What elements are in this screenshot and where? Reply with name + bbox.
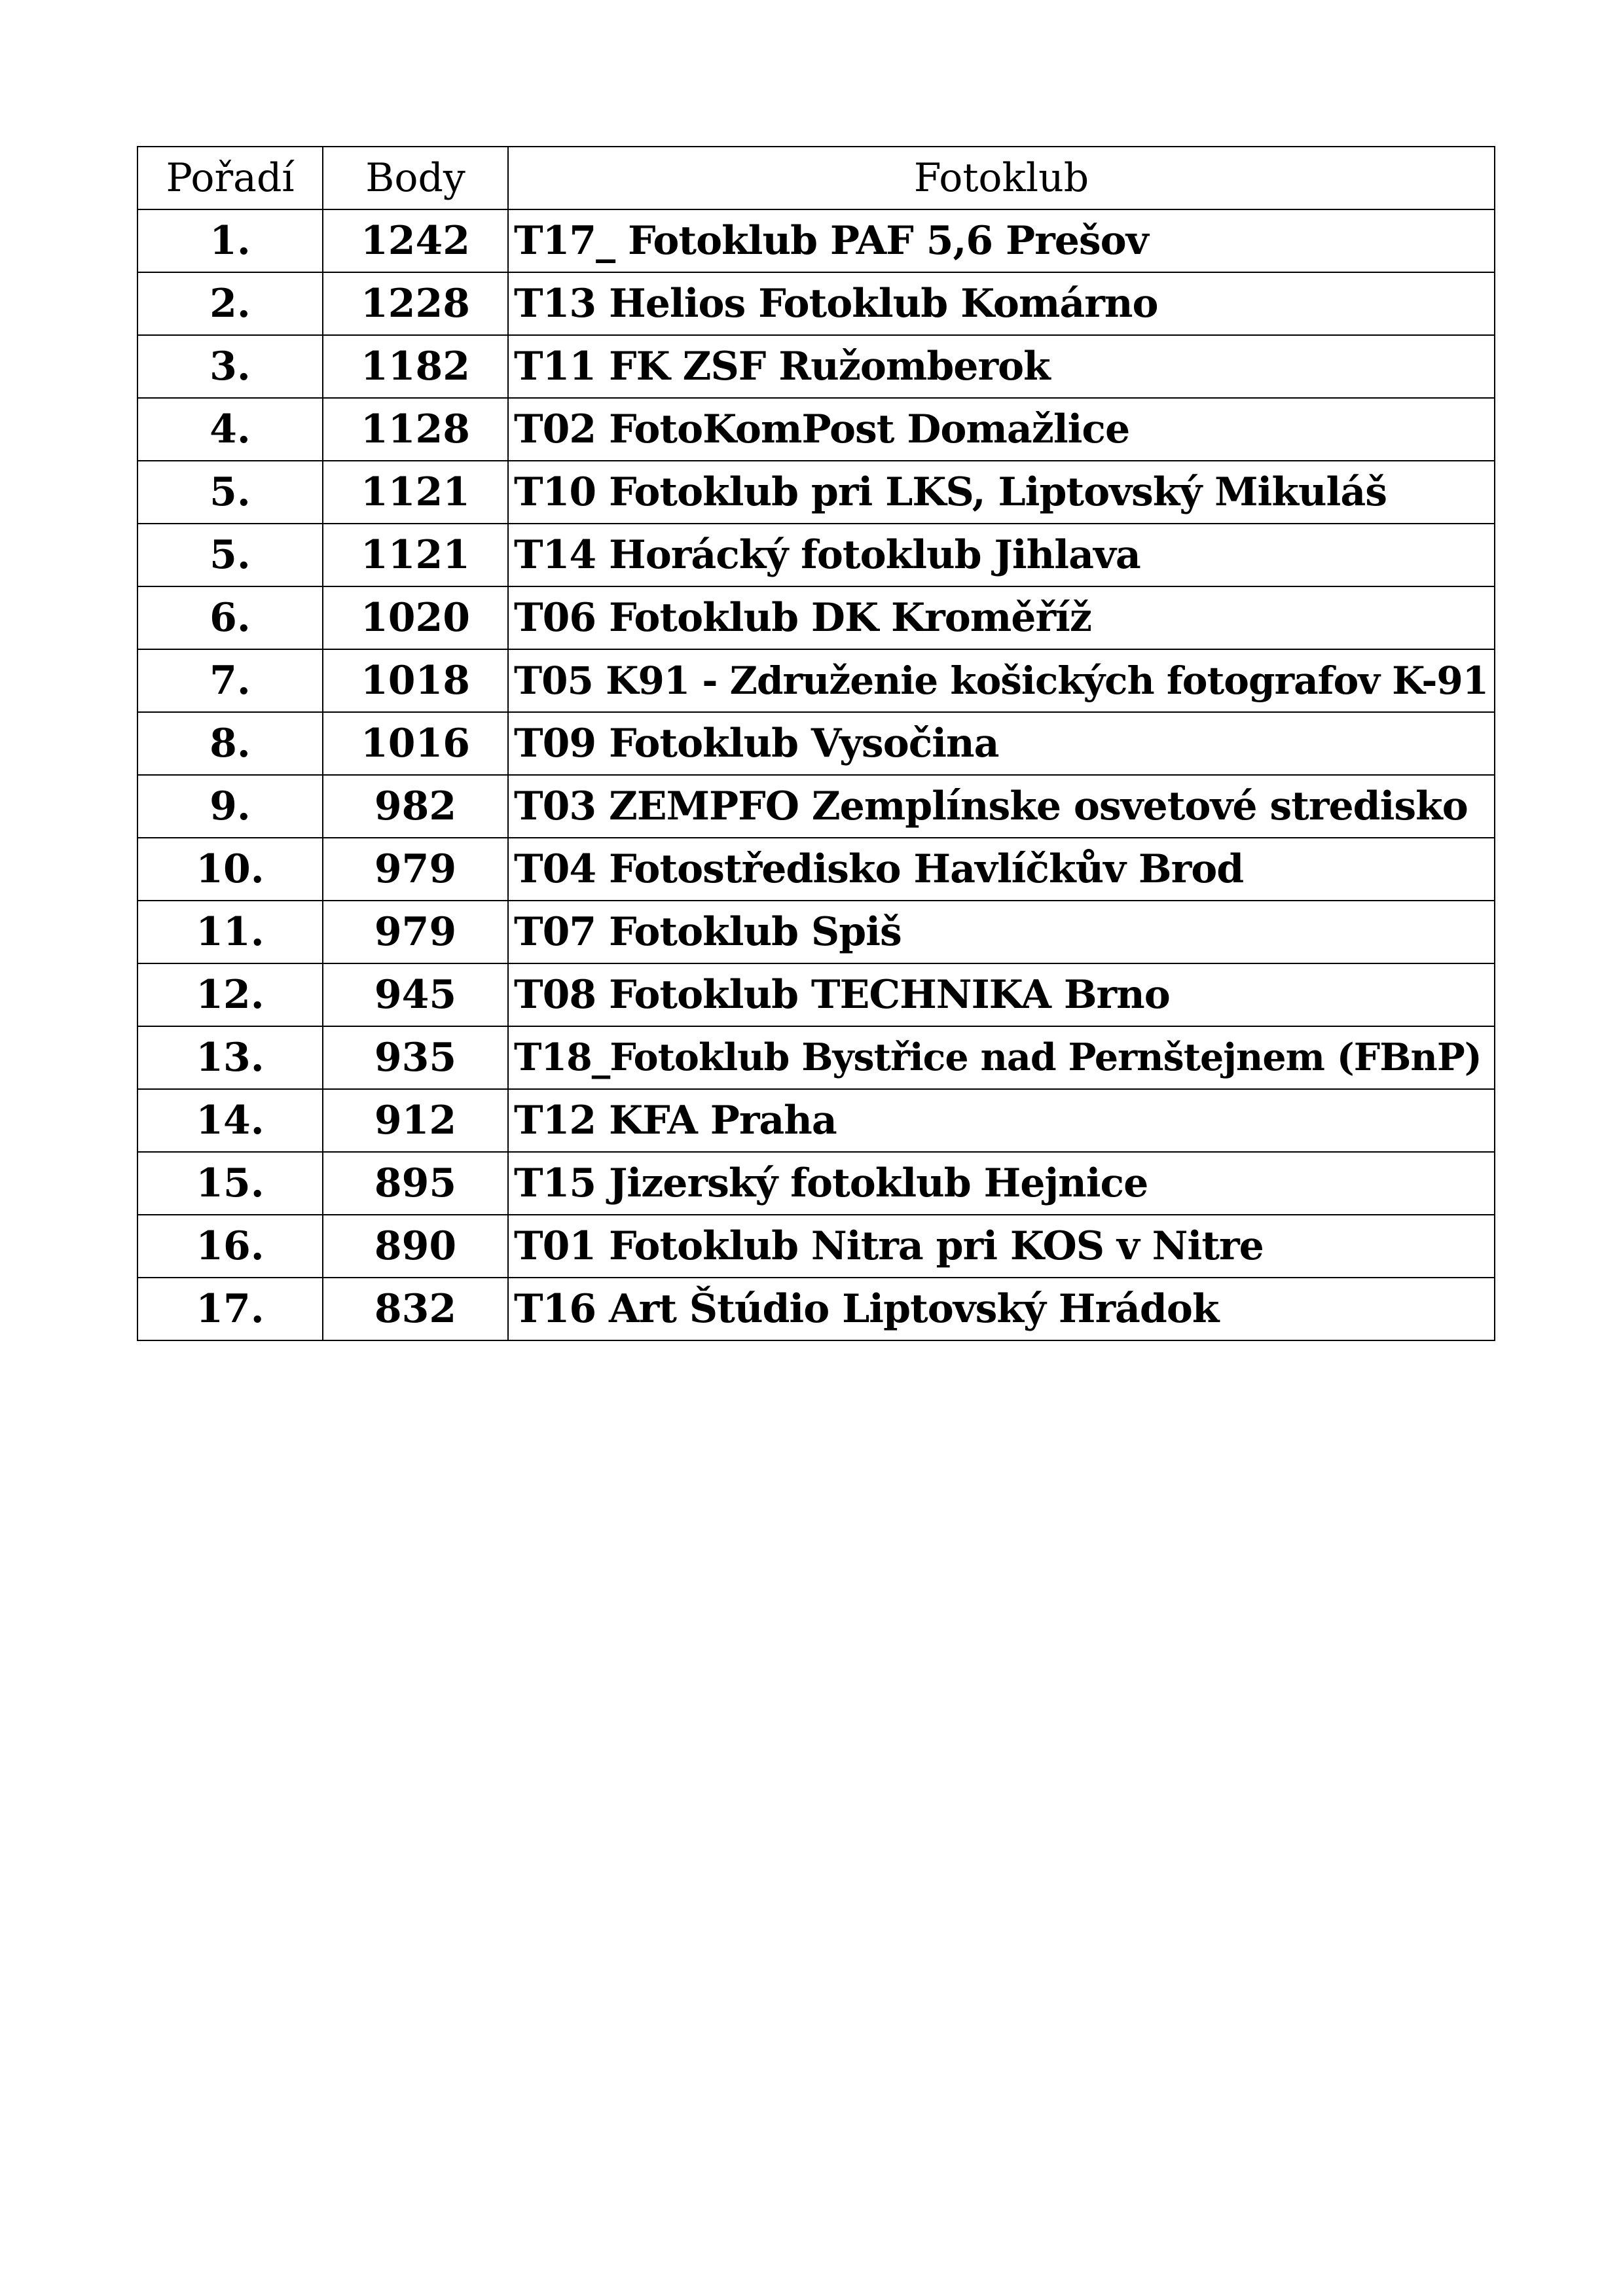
rank-cell: 17. <box>137 1278 323 1340</box>
table-row <box>137 586 1495 649</box>
table-row <box>137 272 1495 335</box>
club-cell: T06 Fotoklub DK Kroměříž <box>508 586 1495 649</box>
rank-cell: 10. <box>137 838 323 901</box>
table-row <box>137 901 1495 963</box>
rank-cell: 16. <box>137 1215 323 1278</box>
club-cell: T18_Fotoklub Bystřice nad Pernštejnem (FBnP) <box>508 1026 1495 1089</box>
points-cell: 832 <box>323 1278 508 1340</box>
table-row <box>137 1278 1495 1340</box>
points-cell: 1016 <box>323 712 508 775</box>
header-club: Fotoklub <box>508 147 1495 209</box>
points-cell: 1018 <box>323 649 508 712</box>
points-cell: 1182 <box>323 335 508 398</box>
table-row <box>137 1089 1495 1152</box>
table-row <box>137 963 1495 1026</box>
club-cell: T11 FK ZSF Ružomberok <box>508 335 1495 398</box>
header-points: Body <box>323 147 508 209</box>
table-row <box>137 1215 1495 1278</box>
points-cell: 912 <box>323 1089 508 1152</box>
points-cell: 895 <box>323 1152 508 1215</box>
rank-cell: 15. <box>137 1152 323 1215</box>
header-rank: Pořadí <box>137 147 323 209</box>
rank-cell: 2. <box>137 272 323 335</box>
club-cell: T09 Fotoklub Vysočina <box>508 712 1495 775</box>
rank-cell: 1. <box>137 209 323 272</box>
club-cell: T16 Art Štúdio Liptovský Hrádok <box>508 1278 1495 1340</box>
rank-cell: 7. <box>137 649 323 712</box>
rank-cell: 11. <box>137 901 323 963</box>
rank-cell: 3. <box>137 335 323 398</box>
club-cell: T07 Fotoklub Spiš <box>508 901 1495 963</box>
table-row <box>137 649 1495 712</box>
club-cell: T17_ Fotoklub PAF 5,6 Prešov <box>508 209 1495 272</box>
points-cell: 1228 <box>323 272 508 335</box>
table-row <box>137 398 1495 461</box>
club-cell: T13 Helios Fotoklub Komárno <box>508 272 1495 335</box>
points-cell: 1242 <box>323 209 508 272</box>
rank-cell: 6. <box>137 586 323 649</box>
points-cell: 979 <box>323 838 508 901</box>
table-row <box>137 775 1495 838</box>
club-cell: T05 K91 - Združenie košických fotografov K-91 <box>508 649 1495 712</box>
club-cell: T01 Fotoklub Nitra pri KOS v Nitre <box>508 1215 1495 1278</box>
club-cell: T04 Fotostředisko Havlíčkův Brod <box>508 838 1495 901</box>
points-cell: 982 <box>323 775 508 838</box>
table-row <box>137 712 1495 775</box>
club-cell: T15 Jizerský fotoklub Hejnice <box>508 1152 1495 1215</box>
club-cell: T10 Fotoklub pri LKS, Liptovský Mikuláš <box>508 461 1495 524</box>
table-row <box>137 1152 1495 1215</box>
rank-cell: 9. <box>137 775 323 838</box>
table-row <box>137 209 1495 272</box>
club-cell: T14 Horácký fotoklub Jihlava <box>508 524 1495 586</box>
club-cell: T02 FotoKomPost Domažlice <box>508 398 1495 461</box>
club-cell: T08 Fotoklub TECHNIKA Brno <box>508 963 1495 1026</box>
points-cell: 979 <box>323 901 508 963</box>
points-cell: 935 <box>323 1026 508 1089</box>
results-table <box>137 146 1495 1341</box>
points-cell: 1121 <box>323 524 508 586</box>
points-cell: 1128 <box>323 398 508 461</box>
table-row <box>137 461 1495 524</box>
rank-cell: 8. <box>137 712 323 775</box>
rank-cell: 12. <box>137 963 323 1026</box>
points-cell: 1020 <box>323 586 508 649</box>
table-body <box>137 209 1495 1340</box>
club-cell: T12 KFA Praha <box>508 1089 1495 1152</box>
table-row <box>137 335 1495 398</box>
header-row <box>137 147 1495 209</box>
points-cell: 945 <box>323 963 508 1026</box>
rank-cell: 5. <box>137 524 323 586</box>
rank-cell: 5. <box>137 461 323 524</box>
table-row <box>137 838 1495 901</box>
rank-cell: 4. <box>137 398 323 461</box>
club-cell: T03 ZEMPFO Zemplínske osvetové stredisko <box>508 775 1495 838</box>
rank-cell: 14. <box>137 1089 323 1152</box>
rank-cell: 13. <box>137 1026 323 1089</box>
table-row <box>137 1026 1495 1089</box>
points-cell: 1121 <box>323 461 508 524</box>
points-cell: 890 <box>323 1215 508 1278</box>
table-row <box>137 524 1495 586</box>
table-header <box>137 147 1495 209</box>
